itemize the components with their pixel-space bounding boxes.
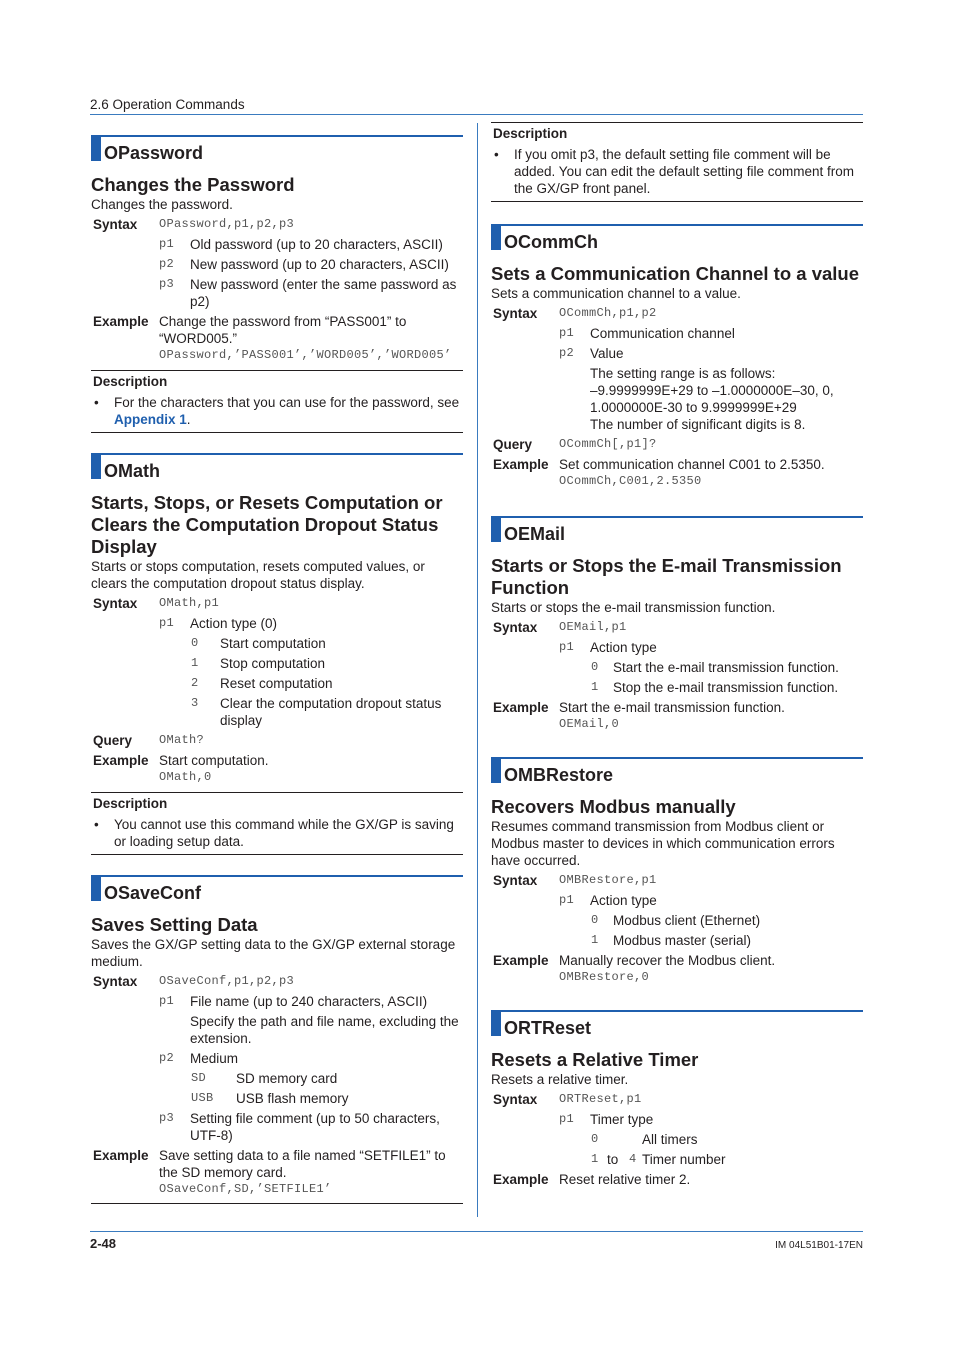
syntax-row	[91, 595, 463, 612]
param-p1-note: Specify the path and file name, excluding the extension.	[190, 1014, 459, 1046]
right-column	[491, 122, 863, 1188]
section-title: Starts, Stops, or Resets Computation or Clears the Computation Dropout Status Display	[91, 492, 443, 557]
example-row	[491, 699, 863, 733]
param-p2: p2 New password (up to 20 characters, ASCII)	[91, 256, 463, 273]
example-row	[491, 952, 863, 986]
description-bullet: • For the characters that you can use for the password, see Appendix 1.	[94, 395, 460, 427]
param-text: New password (up to 20 characters, ASCII)	[190, 257, 449, 272]
example-text: Save setting data to a file named “SETFILE1” to the SD memory card.	[159, 1148, 446, 1180]
param-p1: p1 Old password (up to 20 characters, ASCII)	[91, 236, 463, 253]
description-label: Description	[93, 796, 168, 811]
column-divider	[477, 123, 478, 1217]
param-p2: p2 Medium	[91, 1050, 463, 1067]
param-text: Value	[590, 346, 624, 361]
command-heading-ocommch	[491, 224, 863, 254]
param-p1: p1 Communication channel	[491, 325, 863, 342]
example-text: Manually recover the Modbus client.	[559, 953, 776, 968]
command-name: ORTReset	[504, 1018, 592, 1038]
param-p2: p2 Value	[491, 345, 863, 362]
page-number: 2-48	[90, 1236, 117, 1251]
appendix-link[interactable]: Appendix 1	[114, 412, 187, 427]
example-row	[491, 1171, 863, 1188]
command-heading-opassword	[91, 135, 463, 165]
option-item: USB USB flash memory	[191, 1091, 349, 1106]
heading-marker	[491, 518, 501, 542]
query-label: Query	[493, 437, 533, 452]
example-row	[91, 313, 463, 364]
section-description: Starts or stops the e-mail transmission function.	[491, 600, 776, 615]
running-header: 2.6 Operation Commands	[90, 96, 863, 115]
example-text: Change the password from “PASS001” to “WORD005.”	[159, 314, 407, 346]
query-code: OCommCh[,p1]?	[559, 437, 657, 451]
page-footer	[90, 1231, 863, 1251]
section-title: Recovers Modbus manually	[491, 796, 736, 817]
option-item: 1 Modbus master (serial)	[591, 933, 752, 948]
syntax-code: OMBRestore,p1	[559, 873, 657, 887]
syntax-row	[491, 305, 863, 322]
param-p1: p1 Timer type	[491, 1111, 863, 1128]
section-description: Changes the password.	[91, 197, 233, 212]
example-row	[91, 752, 463, 786]
param-text: Action type (0)	[190, 616, 278, 631]
heading-marker	[491, 759, 501, 783]
param-text: Communication channel	[590, 326, 735, 341]
option-item: 1 Stop computation	[191, 656, 326, 671]
example-label: Example	[93, 753, 149, 768]
syntax-label: Syntax	[93, 217, 138, 232]
syntax-code: ORTReset,p1	[559, 1092, 642, 1106]
param-p1: p1 Action type	[491, 639, 863, 656]
section-title: Resets a Relative Timer	[491, 1049, 699, 1070]
option-item: 0 All timers	[591, 1132, 698, 1147]
command-heading-oemail	[491, 516, 863, 546]
syntax-code: OPassword,p1,p2,p3	[159, 217, 295, 231]
syntax-row	[91, 216, 463, 233]
example-code: OCommCh,C001,2.5350	[559, 474, 702, 488]
command-heading-omath	[91, 453, 463, 483]
command-name: OCommCh	[504, 232, 598, 252]
description-label: Description	[93, 374, 168, 389]
syntax-code: OEMail,p1	[559, 620, 627, 634]
section-description: Resets a relative timer.	[491, 1072, 629, 1087]
section-title: Sets a Communication Channel to a value	[491, 263, 860, 284]
syntax-row	[491, 1091, 863, 1108]
option-item: 0 Start the e-mail transmission function.	[591, 660, 839, 675]
example-text: Reset relative timer 2.	[559, 1172, 691, 1187]
example-code: OMBRestore,0	[559, 970, 650, 984]
param-p1: p1 Action type (0)	[91, 615, 463, 632]
example-row	[91, 1147, 463, 1198]
section-description: Resumes command transmission from Modbus client or Modbus master to devices in which communication errors have occurred.	[491, 819, 835, 868]
example-label: Example	[493, 457, 549, 472]
syntax-code: OMath,p1	[159, 596, 220, 610]
example-code: OSaveConf,SD,’SETFILE1’	[159, 1182, 332, 1196]
param-text: Setting file comment (up to 50 characters, UTF-8)	[190, 1111, 440, 1143]
description-box	[91, 370, 463, 433]
param-p1: p1 Action type	[491, 892, 863, 909]
option-item: 0 Modbus client (Ethernet)	[591, 913, 761, 928]
example-text: Start computation.	[159, 753, 269, 768]
example-label: Example	[493, 953, 549, 968]
example-label: Example	[493, 1172, 549, 1187]
command-heading-ortreset	[491, 1010, 863, 1040]
syntax-label: Syntax	[493, 620, 538, 635]
section-title: Saves Setting Data	[91, 914, 258, 935]
heading-marker	[91, 455, 101, 479]
option-item: 1 to 4 Timer number	[591, 1152, 726, 1167]
param-text: Timer type	[590, 1112, 654, 1127]
option-item: 3 Clear the computation dropout status display	[191, 696, 442, 728]
param-text: Medium	[190, 1051, 239, 1066]
description-bullet: • You cannot use this command while the GX/GP is saving or loading setup data.	[94, 817, 454, 849]
example-text: Start the e-mail transmission function.	[559, 700, 785, 715]
option-item: 1 Stop the e-mail transmission function.	[591, 680, 839, 695]
param-text: Old password (up to 20 characters, ASCII)	[190, 237, 443, 252]
option-item: 0 Start computation	[191, 636, 326, 651]
query-label: Query	[93, 733, 133, 748]
param-range: The setting range is as follows: –9.9999999E+29 to –1.0000000E–30, 0, 1.0000000E-30 to 9.9999999E+29 The number of significant digits is 8.	[590, 366, 834, 432]
command-heading-osaveconf	[91, 875, 463, 905]
section-description: Saves the GX/GP setting data to the GX/GP external storage medium.	[91, 937, 456, 969]
example-label: Example	[93, 314, 149, 329]
heading-marker	[491, 226, 501, 250]
query-code: OMath?	[159, 733, 205, 747]
param-p1: p1 File name (up to 240 characters, ASCII)	[91, 993, 463, 1010]
section-title: Starts or Stops the E-mail Transmission Function	[491, 555, 842, 598]
command-name: OEMail	[504, 524, 566, 544]
example-code: OMath,0	[159, 770, 212, 784]
syntax-label: Syntax	[493, 1092, 538, 1107]
option-item: 2 Reset computation	[191, 676, 333, 691]
syntax-row	[491, 872, 863, 889]
section-description: Starts or stops computation, resets computed values, or clears the computation dropout status display.	[91, 559, 425, 591]
option-item: SD SD memory card	[191, 1071, 338, 1086]
query-row	[491, 436, 863, 453]
query-row	[91, 732, 463, 749]
syntax-row	[91, 973, 463, 990]
example-text: Set communication channel C001 to 2.5350.	[559, 457, 825, 472]
section-description: Sets a communication channel to a value.	[491, 286, 741, 301]
left-column	[91, 135, 463, 1204]
section-title: Changes the Password	[91, 174, 295, 195]
document-id: IM 04L51B01-17EN	[775, 1240, 863, 1251]
syntax-label: Syntax	[93, 596, 138, 611]
command-name: OPassword	[104, 143, 204, 163]
syntax-row	[491, 619, 863, 636]
param-text: New password (enter the same password as p2)	[190, 277, 457, 309]
syntax-code: OSaveConf,p1,p2,p3	[159, 974, 295, 988]
example-row	[491, 456, 863, 490]
command-name: OMBRestore	[504, 765, 614, 785]
example-label: Example	[93, 1148, 149, 1163]
description-box	[91, 792, 463, 855]
command-name: OSaveConf	[104, 883, 202, 903]
command-heading-ombrestore	[491, 757, 863, 787]
description-bullet: • If you omit p3, the default setting file comment will be added. You can edit the default setting file comment from the GX/GP front panel.	[494, 147, 854, 196]
param-text: Action type	[590, 893, 657, 908]
param-p3: p3 Setting file comment (up to 50 characters, UTF-8)	[91, 1110, 463, 1144]
syntax-code: OCommCh,p1,p2	[559, 306, 657, 320]
param-p3: p3 New password (enter the same password as p2)	[91, 276, 463, 310]
example-code: OPassword,’PASS001’,’WORD005’,’WORD005’	[159, 348, 452, 362]
param-text: File name (up to 240 characters, ASCII)	[190, 994, 428, 1009]
syntax-label: Syntax	[493, 306, 538, 321]
section-end-rule	[91, 1203, 463, 1204]
syntax-label: Syntax	[493, 873, 538, 888]
param-text: Action type	[590, 640, 657, 655]
command-name: OMath	[104, 461, 160, 481]
syntax-label: Syntax	[93, 974, 138, 989]
example-code: OEMail,0	[559, 717, 620, 731]
example-label: Example	[493, 700, 549, 715]
heading-marker	[91, 877, 101, 901]
heading-marker	[491, 1012, 501, 1036]
heading-marker	[91, 137, 101, 161]
description-label: Description	[493, 126, 568, 141]
description-box	[491, 122, 863, 202]
